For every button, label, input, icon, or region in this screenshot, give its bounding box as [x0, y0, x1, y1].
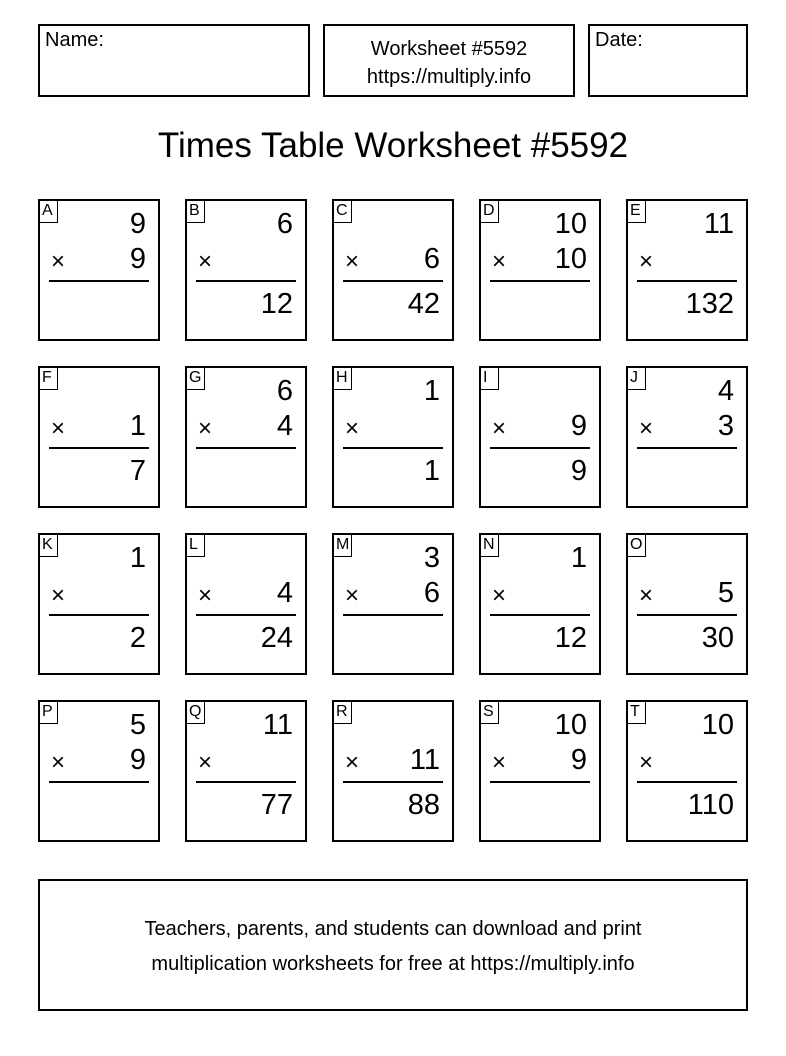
times-sign: × — [492, 749, 507, 776]
multiplier: 9 — [129, 243, 146, 275]
times-sign: × — [198, 582, 213, 609]
times-sign: × — [639, 248, 654, 275]
multiplier: 4 — [276, 577, 293, 609]
times-sign: × — [345, 582, 360, 609]
answer-rule — [490, 781, 590, 783]
answer-rule — [196, 781, 296, 783]
product: 12 — [554, 622, 587, 654]
times-sign: × — [639, 582, 654, 609]
multiplicand: 10 — [554, 709, 587, 741]
problem-label: O — [628, 535, 646, 557]
problem-label: N — [481, 535, 499, 557]
problem-k — [38, 533, 160, 675]
answer-rule — [343, 614, 443, 616]
answer-rule — [637, 781, 737, 783]
product: 12 — [260, 288, 293, 320]
product: 77 — [260, 789, 293, 821]
times-sign: × — [492, 415, 507, 442]
problem-f — [38, 366, 160, 508]
problem-m — [332, 533, 454, 675]
worksheet-info-box — [323, 24, 575, 97]
multiplier: 6 — [423, 577, 440, 609]
product: 7 — [129, 455, 146, 487]
answer-rule — [637, 614, 737, 616]
problem-label: L — [187, 535, 205, 557]
date-field-box[interactable] — [588, 24, 748, 97]
multiplier: 1 — [129, 410, 146, 442]
problem-label: M — [334, 535, 352, 557]
problem-a — [38, 199, 160, 341]
problem-i — [479, 366, 601, 508]
times-sign: × — [198, 248, 213, 275]
multiplier: 9 — [570, 744, 587, 776]
multiplier: 10 — [554, 243, 587, 275]
problem-e — [626, 199, 748, 341]
multiplier: 6 — [423, 243, 440, 275]
multiplicand: 3 — [423, 542, 440, 574]
worksheet-id: Worksheet #5592 — [370, 38, 528, 60]
multiplicand: 10 — [554, 208, 587, 240]
times-sign: × — [345, 415, 360, 442]
times-sign: × — [345, 248, 360, 275]
problem-r — [332, 700, 454, 842]
multiplicand: 6 — [276, 375, 293, 407]
problem-label: I — [481, 368, 499, 390]
multiplicand: 11 — [262, 709, 293, 741]
problem-label: R — [334, 702, 352, 724]
worksheet-url: https://multiply.info — [366, 66, 532, 88]
problem-label: K — [40, 535, 58, 557]
multiplicand: 1 — [129, 542, 146, 574]
answer-rule — [49, 447, 149, 449]
multiplicand: 4 — [717, 375, 734, 407]
product: 110 — [687, 789, 734, 821]
answer-rule — [49, 614, 149, 616]
problem-n — [479, 533, 601, 675]
times-sign: × — [198, 749, 213, 776]
footer-line-2: multiplication worksheets for free at https://multiply.info — [151, 953, 635, 975]
problem-label: E — [628, 201, 646, 223]
problem-s — [479, 700, 601, 842]
times-sign: × — [345, 749, 360, 776]
problem-label: G — [187, 368, 205, 390]
date-label: Date: — [595, 29, 643, 51]
problem-j — [626, 366, 748, 508]
problem-t — [626, 700, 748, 842]
name-label: Name: — [45, 29, 104, 51]
multiplicand: 1 — [570, 542, 587, 574]
answer-rule — [49, 781, 149, 783]
problem-label: D — [481, 201, 499, 223]
answer-rule — [343, 447, 443, 449]
problem-q — [185, 700, 307, 842]
problem-label: Q — [187, 702, 205, 724]
problem-label: T — [628, 702, 646, 724]
multiplier: 3 — [717, 410, 734, 442]
multiplier: 4 — [276, 410, 293, 442]
product: 24 — [260, 622, 293, 654]
multiplicand: 1 — [423, 375, 440, 407]
times-sign: × — [51, 749, 66, 776]
times-sign: × — [51, 248, 66, 275]
problem-c — [332, 199, 454, 341]
product: 88 — [407, 789, 440, 821]
times-sign: × — [198, 415, 213, 442]
name-field-box[interactable] — [38, 24, 310, 97]
multiplier: 9 — [129, 744, 146, 776]
multiplicand: 10 — [701, 709, 734, 741]
problem-label: S — [481, 702, 499, 724]
product: 30 — [701, 622, 734, 654]
product: 2 — [129, 622, 146, 654]
answer-rule — [637, 447, 737, 449]
problem-b — [185, 199, 307, 341]
answer-rule — [490, 447, 590, 449]
times-sign: × — [639, 749, 654, 776]
answer-rule — [343, 781, 443, 783]
answer-rule — [196, 447, 296, 449]
answer-rule — [343, 280, 443, 282]
problem-label: C — [334, 201, 352, 223]
answer-rule — [637, 280, 737, 282]
answer-rule — [490, 614, 590, 616]
multiplicand: 5 — [129, 709, 146, 741]
times-sign: × — [492, 248, 507, 275]
times-sign: × — [492, 582, 507, 609]
problem-label: B — [187, 201, 205, 223]
answer-rule — [49, 280, 149, 282]
problem-label: J — [628, 368, 646, 390]
multiplicand: 9 — [129, 208, 146, 240]
multiplier: 9 — [570, 410, 587, 442]
answer-rule — [196, 614, 296, 616]
times-sign: × — [51, 415, 66, 442]
problem-label: P — [40, 702, 58, 724]
footer-line-1: Teachers, parents, and students can download and print — [144, 918, 642, 940]
problem-l — [185, 533, 307, 675]
problem-grid — [38, 199, 748, 841]
product: 42 — [407, 288, 440, 320]
problem-label: H — [334, 368, 352, 390]
problem-label: F — [40, 368, 58, 390]
multiplier: 5 — [717, 577, 734, 609]
problem-g — [185, 366, 307, 508]
problem-label: A — [40, 201, 58, 223]
multiplicand: 11 — [703, 208, 734, 240]
product: 9 — [570, 455, 587, 487]
footer-box — [38, 879, 748, 1011]
answer-rule — [196, 280, 296, 282]
product: 1 — [423, 455, 440, 487]
problem-h — [332, 366, 454, 508]
product: 132 — [685, 288, 734, 320]
answer-rule — [490, 280, 590, 282]
multiplicand: 6 — [276, 208, 293, 240]
problem-o — [626, 533, 748, 675]
multiplier: 11 — [409, 744, 440, 776]
times-sign: × — [51, 582, 66, 609]
times-sign: × — [639, 415, 654, 442]
problem-d — [479, 199, 601, 341]
problem-p — [38, 700, 160, 842]
page-title: Times Table Worksheet #5592 — [157, 126, 629, 165]
